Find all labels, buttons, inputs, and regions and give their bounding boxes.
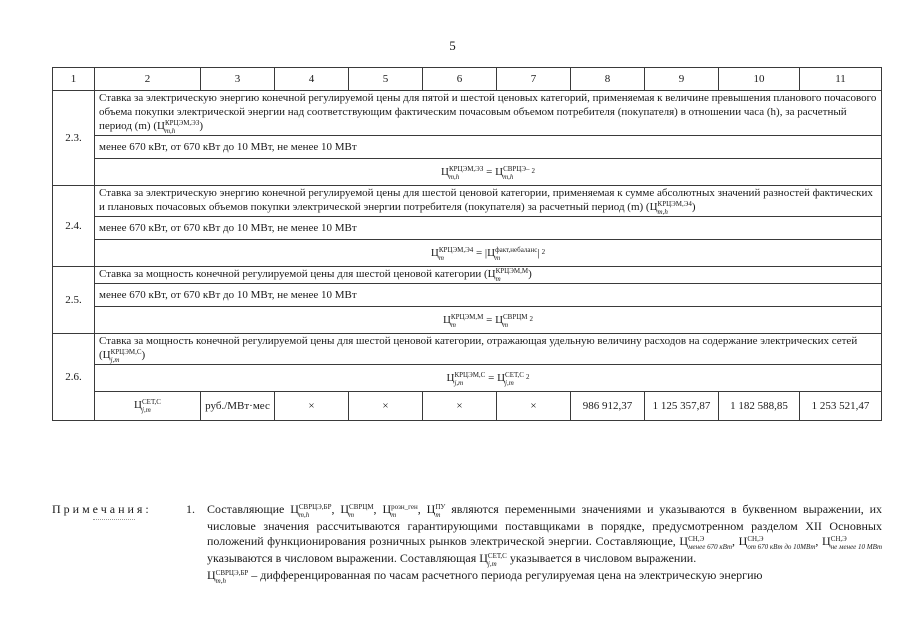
rate-description: Ставка за электрическую энергию конечной регулируемой цены для пятой и шестой ценовых категорий, применяемая к величине превышения планового почасового объема покупки электрической энергии над соответствующим фактическим почасовым объемом потребителя (покупателя) в отношении часа (h), за расчетный период (m) (Ц КРЦЭМ,ЭЗ m,h ) [95,91,882,136]
row-2-5-voltage [53,284,882,307]
rate-description: Ставка за мощность конечной регулируемой цены для шестой ценовой категории, отражающая удельную величину расходов на содержание электрических сетей (Ц КРЦЭМ,С j,m ) [95,334,882,365]
formula: Ц КРЦЭМ,Э4 m = |Ц факт,небаланс m | 2 [95,240,882,267]
row-2-4-description [53,186,882,217]
voltage-levels: менее 670 кВт, от 670 кВт до 10 МВт, не менее 10 МВт [95,136,882,159]
formula: Ц КРЦЭМ,М m = Ц СВРЦМ m 2 [95,307,882,334]
header-cell: 1 [53,68,95,91]
voltage-levels: менее 670 кВт, от 670 кВт до 10 МВт, не менее 10 МВт [95,284,882,307]
value-cell: 1 182 588,85 [719,392,800,421]
header-cell: 11 [800,68,882,91]
header-cell: 2 [95,68,201,91]
row-2-3-voltage [53,136,882,159]
row-2-4-formula [53,240,882,267]
row-2-4-voltage [53,217,882,240]
note-number: 1. [186,502,195,516]
row-2-6-values [53,392,882,421]
row-number: 2.6. [53,334,95,421]
value-cell: 1 253 521,47 [800,392,882,421]
header-cell: 9 [645,68,719,91]
empty-value-cell: × [497,392,571,421]
page-number: 5 [449,38,456,53]
value-cell: 1 125 357,87 [645,392,719,421]
empty-value-cell: × [275,392,349,421]
row-2-5-description [53,267,882,284]
header-cell: 6 [423,68,497,91]
row-2-3-formula [53,159,882,186]
row-2-6-description [53,334,882,365]
header-cell: 3 [201,68,275,91]
row-2-5-formula [53,307,882,334]
header-cell: 8 [571,68,645,91]
rate-description: Ставка за мощность конечной регулируемой цены для шестой ценовой категории (Ц КРЦЭМ,М m ) [95,267,882,284]
formula: Ц КРЦЭМ,ЭЗ m,h = Ц СВРЦЭ– m,h 2 [95,159,882,186]
header-cell: 10 [719,68,800,91]
value-cell: 986 912,37 [571,392,645,421]
note-paragraph: Составляющие Ц СВРЦЭ,БР m,h , Ц СВРЦМ m , Ц розн_ген m , Ц ПУ m являются переменными значениями и указываются в буквенном выражении, их числовые значения рассчитываются гарантирующими поставщиками в порядке, предусмотренном разделом XII Основных положений функционирования розничных рынков электрической энергии. Составляющие, Ц СН,Э менее 670 кВт , Ц СН,Э от 670 кВт до 10МВт , Ц СН,Э не менее 10 МВт указываются в числовом выражении. Составляющая Ц СЕТ,С j,m указывается в числовом выражении. [207,502,883,568]
row-number: 2.3. [53,91,95,186]
note-body [207,502,882,585]
unit-cell: руб./МВт·мес [201,392,275,421]
row-number: 2.5. [53,267,95,334]
header-cell: 4 [275,68,349,91]
header-cell: 7 [497,68,571,91]
note-paragraph: Ц СВРЦЭ,БР m,h – дифференцированная по часам расчетного периода регулируемая цена на электрическую энергию [207,568,763,585]
row-2-3-description [53,91,882,136]
value-symbol: Ц СЕТ,С j,m [95,392,201,421]
header-row [53,68,882,91]
voltage-levels: менее 670 кВт, от 670 кВт до 10 МВт, не менее 10 МВт [95,217,882,240]
notes-label: Примечания: [52,502,152,516]
header-cell: 5 [349,68,423,91]
row-number: 2.4. [53,186,95,267]
rate-description: Ставка за электрическую энергию конечной регулируемой цены для шестой ценовой категории, применяемая к сумме абсолютных значений разностей фактических и плановых почасовых объемов покупки электрической энергии потребителя (покупателя) за расчетный период (m) (Ц КРЦЭМ,Э4 m,h ) [95,186,882,217]
empty-value-cell: × [349,392,423,421]
row-2-6-formula [53,365,882,392]
notes-divider [93,519,135,520]
formula: Ц КРЦЭМ,С j,m = Ц СЕТ,С j,m 2 [95,365,882,392]
empty-value-cell: × [423,392,497,421]
tariff-table [52,67,882,421]
